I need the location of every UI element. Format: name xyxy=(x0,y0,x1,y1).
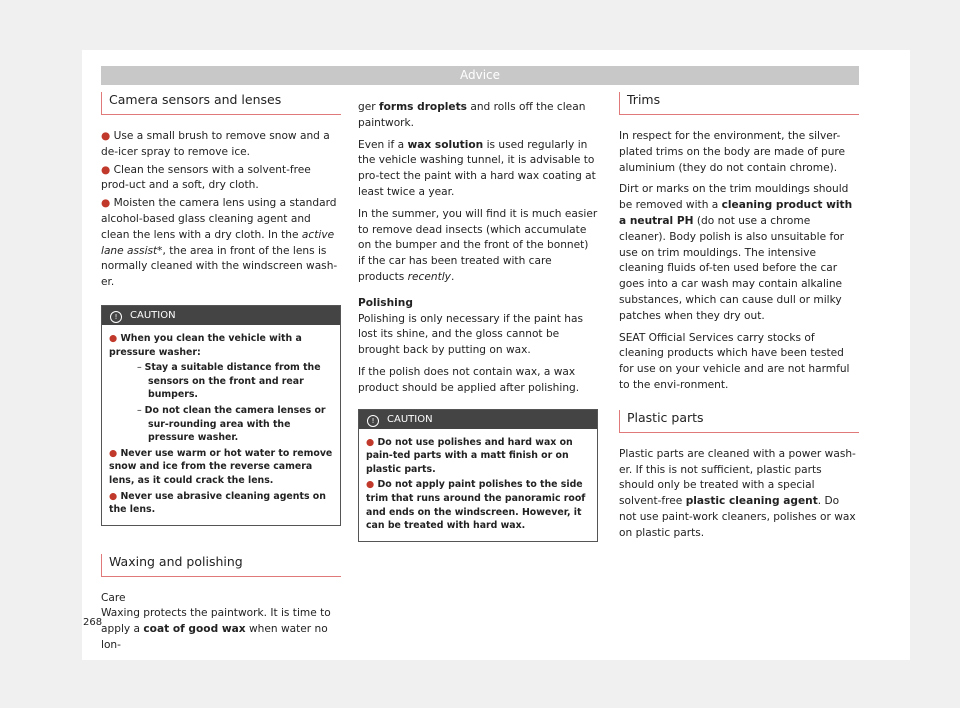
paragraph: ger forms droplets and rolls off the clean paintwork. xyxy=(358,101,586,129)
section-heading: Plastic parts xyxy=(619,410,859,433)
caution-item: ● Do not use polishes and hard wax on pain-ted parts with a matt finish or on plastic parts. xyxy=(366,436,573,475)
paragraph: In respect for the environment, the silver-plated trims on the body are made of pure aluminium (they do not contain chrome). xyxy=(619,130,846,174)
caution-subitem: – Stay a suitable distance from the sensors on the front and rear bumpers. xyxy=(120,361,333,402)
subheading: Polishing xyxy=(358,296,413,309)
paragraph: Waxing protects the paintwork. It is time to apply a coat of good wax when water no lon- xyxy=(101,607,331,652)
paragraph: Even if a wax solution is used regularly in the vehicle washing tunnel, it is advisable to pro-tect the paint with a hard wax coating at least twice a year. xyxy=(358,138,596,198)
caution-item: ● Never use warm or hot water to remove snow and ice from the reverse camera lens, as it could crack the lens. xyxy=(109,447,333,486)
paragraph: Polishing is only necessary if the paint has lost its shine, and the gloss cannot be brought back by putting on wax. xyxy=(358,312,583,357)
list-item: ● Moisten the camera lens using a standard alcohol-based glass cleaning agent and clean the lens with a dry cloth. In the active lane assist*, the area in front of the lens is normally cleaned with the windscreen wash-er. xyxy=(101,197,338,289)
subheading: Care xyxy=(101,591,126,604)
paragraph: Plastic parts are cleaned with a power wash-er. If this is not sufficient, plastic parts should only be treated with a special solvent-free plastic cleaning agent. Do not use paint-work cleaners, polishes or wax on plastic parts. xyxy=(619,447,856,539)
caution-item: ● Do not apply paint polishes to the side trim that runs around the panoramic roof and ends on the windscreen. However, it can be treated with hard wax. xyxy=(366,479,586,532)
caution-label: CAUTION xyxy=(130,309,176,321)
warning-icon: ! xyxy=(367,415,379,427)
caution-box xyxy=(101,305,341,526)
section-heading: Camera sensors and lenses xyxy=(101,92,341,115)
bullet-icon: ● xyxy=(101,163,111,176)
caution-label: CAUTION xyxy=(387,413,433,425)
section-heading: Waxing and polishing xyxy=(101,554,341,577)
paragraph: Dirt or marks on the trim mouldings should be removed with a cleaning product with a neutral PH (do not use a chrome cleaner). Body polish is also unsuitable for use on trim mouldings. The intensive cleaning fluids of-ten used before the car goes into a car wash may contain alkaline substances, which can cause dull or milky patches when they dry out. xyxy=(619,183,853,322)
column-1 xyxy=(101,92,341,660)
caution-item: ● When you clean the vehicle with a pressure washer: xyxy=(109,332,302,358)
caution-subitem: – Do not clean the camera lenses or sur-rounding area with the pressure washer. xyxy=(120,404,333,445)
header-title: Advice xyxy=(459,68,501,82)
column-3 xyxy=(619,92,859,548)
page-number: 268 xyxy=(83,617,103,628)
list-item: ● Use a small brush to remove snow and a de-icer spray to remove ice. xyxy=(101,130,330,158)
warning-icon: ! xyxy=(110,311,122,323)
bullet-icon: ● xyxy=(101,130,111,142)
caution-box xyxy=(358,409,598,542)
section-heading: Trims xyxy=(619,92,859,115)
page-header xyxy=(101,66,859,85)
list-item: ● Clean the sensors with a solvent-free prod-uct and a soft, dry cloth. xyxy=(101,163,311,192)
bullet-icon: ● xyxy=(101,197,111,210)
paragraph: If the polish does not contain wax, a wax product should be applied after polishing. xyxy=(358,365,580,394)
column-2 xyxy=(358,100,598,542)
paragraph: In the summer, you will find it is much easier to remove dead insects (which accumulate on the bumper and the front of the bonnet) if the car has been treated with care products recently. xyxy=(358,207,598,283)
paragraph: SEAT Official Services carry stocks of cleaning products which have been tested for use on your vehicle and are not harmful to the envi-ronment. xyxy=(619,331,850,391)
caution-item: ● Never use abrasive cleaning agents on the lens. xyxy=(109,490,326,516)
